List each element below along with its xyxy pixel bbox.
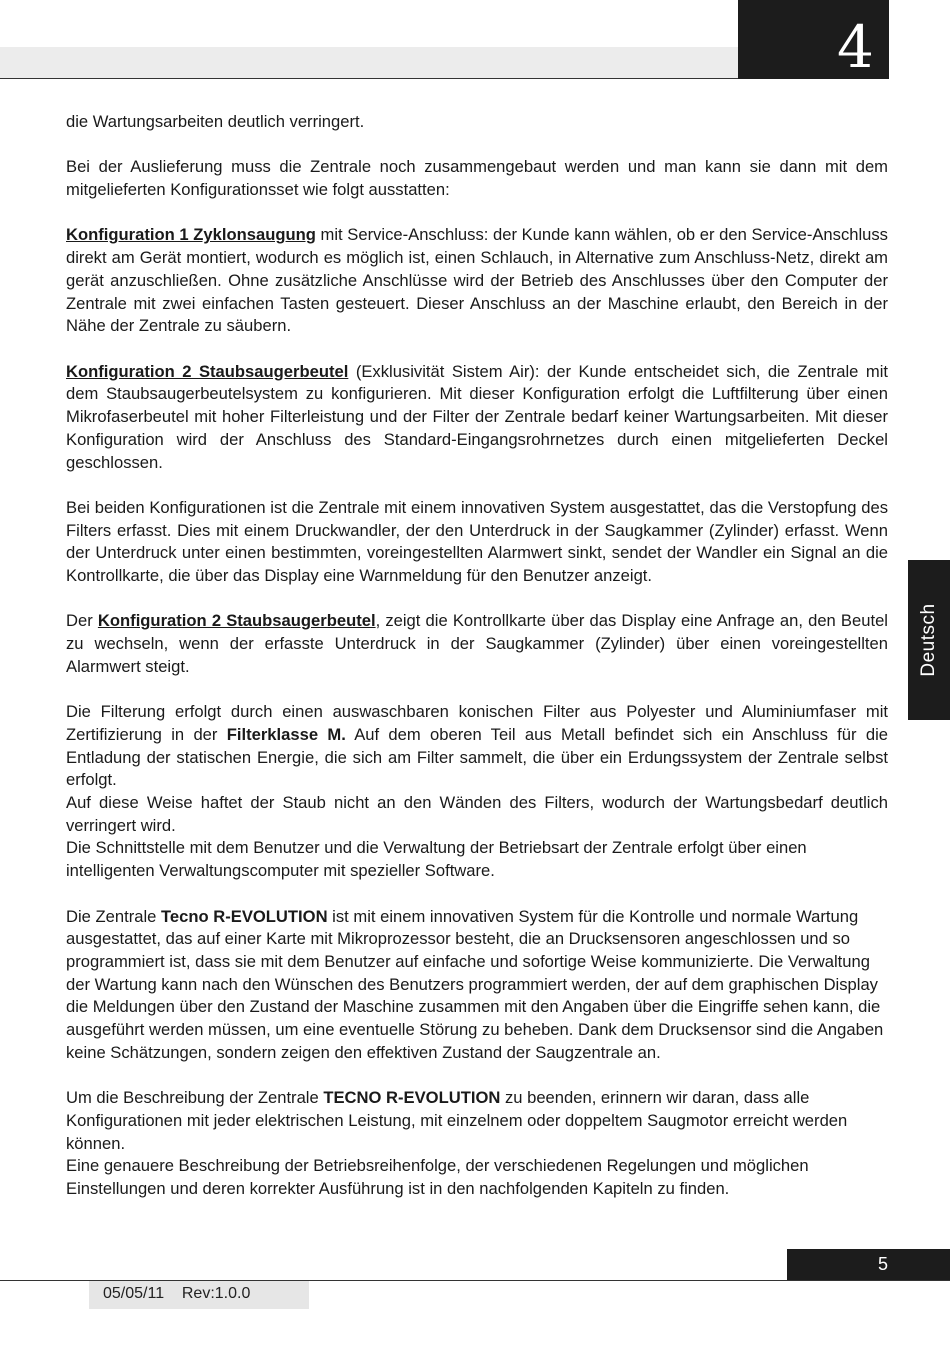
- header-band: [0, 47, 738, 79]
- paragraph-intro: die Wartungsarbeiten deutlich verringert.: [66, 112, 365, 131]
- tecno-product-name: Tecno R-EVOLUTION: [161, 906, 328, 926]
- tecno-prefix: Die Zentrale: [66, 906, 161, 926]
- page-number-box: [787, 1249, 950, 1280]
- paragraph-interface: Die Schnittstelle mit dem Benutzer und die Verwaltung der Betriebsart der Zentrale erfolgt über einen intelligenten Verwaltungscomputer mit spezieller Software.: [66, 838, 807, 881]
- paragraph-config-2: [66, 361, 888, 475]
- language-tab-label: Deutsch: [918, 603, 939, 677]
- bag-change-text: , zeigt die Kontrollkarte über das Display eine Anfrage an, den Beutel zu wechseln, wenn der erfasste Unterdruck in der Saugkammer (Zylinder) über einen voreingestellten Alarmwert steigt.: [66, 611, 888, 676]
- paragraph-delivery: Bei der Auslieferung muss die Zentrale noch zusammengebaut werden und man kann sie dann mit dem mitgelieferten Konfigurationsset wie folgt ausstatten:: [66, 157, 888, 200]
- paragraph-filter-detection: Bei beiden Konfigurationen ist die Zentrale mit einem innovativen System ausgestattet, das die Verstopfung des Filters erfasst. Dies mit einem Druckwandler, der den Unterdruck in der Saugkammer (Zylinder) erfasst. Wenn der Unterdruck unter einen bestimmten, voreingestellten Alarmwert sinkt, sendet der Wandler ein Signal an die Kontrollkarte, die über das Display eine Warnmeldung für den Benutzer anzeigt.: [66, 497, 888, 585]
- paragraph-bag-change: [66, 610, 888, 678]
- tecno-text: ist mit einem innovativen System für die Kontrolle und normale Wartung ausgestattet, das auf einer Karte mit Mikroprozessor besteht, die an Drucksensoren angeschlossen und so programmiert ist, dass sie mit dem Benutzer auf einfache und sofortige Weise kommunizierte. Die Verwaltung der Wartung kann nach den Wünschen des Benutzers programmiert werden, der auf dem graphischen Display die Meldungen über den Zustand der Maschine zusammen mit den Angaben über die Eingriffe sehen kann, die ausgeführt werden müssen, um eine eventuelle Störung zu beheben. Dank dem Drucksensor sind die Angaben keine Schätzungen, sondern zeigen den effektiven Zustand der Saugzentrale an.: [66, 906, 884, 1062]
- config-2-heading: Konfiguration 2 Staubsaugerbeutel: [66, 361, 349, 381]
- filter-class: Filterklasse M.: [226, 724, 346, 744]
- config-1-text: mit Service-Anschluss: der Kunde kann wählen, ob er den Service-Anschluss direkt am Gerät montiert, wodurch es möglich ist, einen Schlauch, in Alternative zum Anschluss-Netz, direkt am gerät anzuschließen. Ohne zusätzliche Anschlüsse wird der Betrieb des Anschlusses über den Computer der Zentrale mit zwei einfachen Tasten gesteuert. Dieser Anschluss an der Maschine erlaubt, den Bereich in der Nähe der Zentrale zu säubern.: [66, 225, 888, 336]
- paragraph-tecno: [66, 906, 888, 1065]
- summary-text: zu beenden, erinnern wir daran, dass alle Konfigurationen mit jeder elektrischen Leistung, mit einzelnem oder doppeltem Saugmotor erreicht werden können.: [66, 1088, 848, 1153]
- config-2-text: (Exklusivität Sistem Air): der Kunde entscheidet sich, die Zentrale mit dem Staubsaugerbeutelsystem zu konfigurieren. Mit dieser Konfiguration erfolgt die Luftfilterung über einen Mikrofaserbeutel mit hoher Filterleistung und der Filter der Zentrale bedarf keiner Wartungsarbeiten. Mit dieser Konfiguration wird der Anschluss des Standard-Eingangsrohrnetzes durch einen mitgelieferten Deckel geschlossen.: [66, 361, 888, 472]
- config-2-reference: Konfiguration 2 Staubsaugerbeutel: [97, 611, 376, 631]
- chapter-number: 4: [837, 13, 874, 81]
- summary-prefix: Um die Beschreibung der Zentrale: [66, 1088, 324, 1108]
- paragraph-filtering: [66, 701, 888, 792]
- paragraph-further-info: Eine genauere Beschreibung der Betriebsreihenfolge, der verschiedenen Regelungen und möglichen Einstellungen und deren korrekter Ausführung ist in den nachfolgenden Kapiteln zu finden.: [66, 1156, 809, 1198]
- config-1-heading: Konfiguration 1 Zyklonsaugung: [66, 225, 316, 245]
- language-tab: [908, 560, 950, 720]
- filtering-prefix: Die Filterung erfolgt durch einen auswaschbaren konischen Filter aus Polyester und Aluminiumfaser mit Zertifizierung in der: [66, 702, 888, 744]
- paragraph-summary: [66, 1087, 888, 1155]
- bag-change-prefix: Der: [66, 611, 98, 631]
- paragraph-dust: Auf diese Weise haftet der Staub nicht an den Wänden des Filters, wodurch der Wartungsbedarf deutlich verringert wird.: [66, 793, 888, 835]
- page-number: 5: [877, 1254, 888, 1274]
- document-body: [66, 111, 888, 1201]
- filtering-text: Auf dem oberen Teil aus Metall befindet sich ein Anschluss für die Entladung der statischen Energie, die sich am Filter sammelt, die über ein Erdungssystem der Zentrale selbst erfolgt.: [66, 724, 888, 790]
- summary-product-name: TECNO R-EVOLUTION: [323, 1088, 501, 1108]
- revision-text: 05/05/11 Rev:1.0.0: [103, 1285, 251, 1302]
- revision-box: [89, 1281, 309, 1309]
- paragraph-config-1: [66, 224, 888, 338]
